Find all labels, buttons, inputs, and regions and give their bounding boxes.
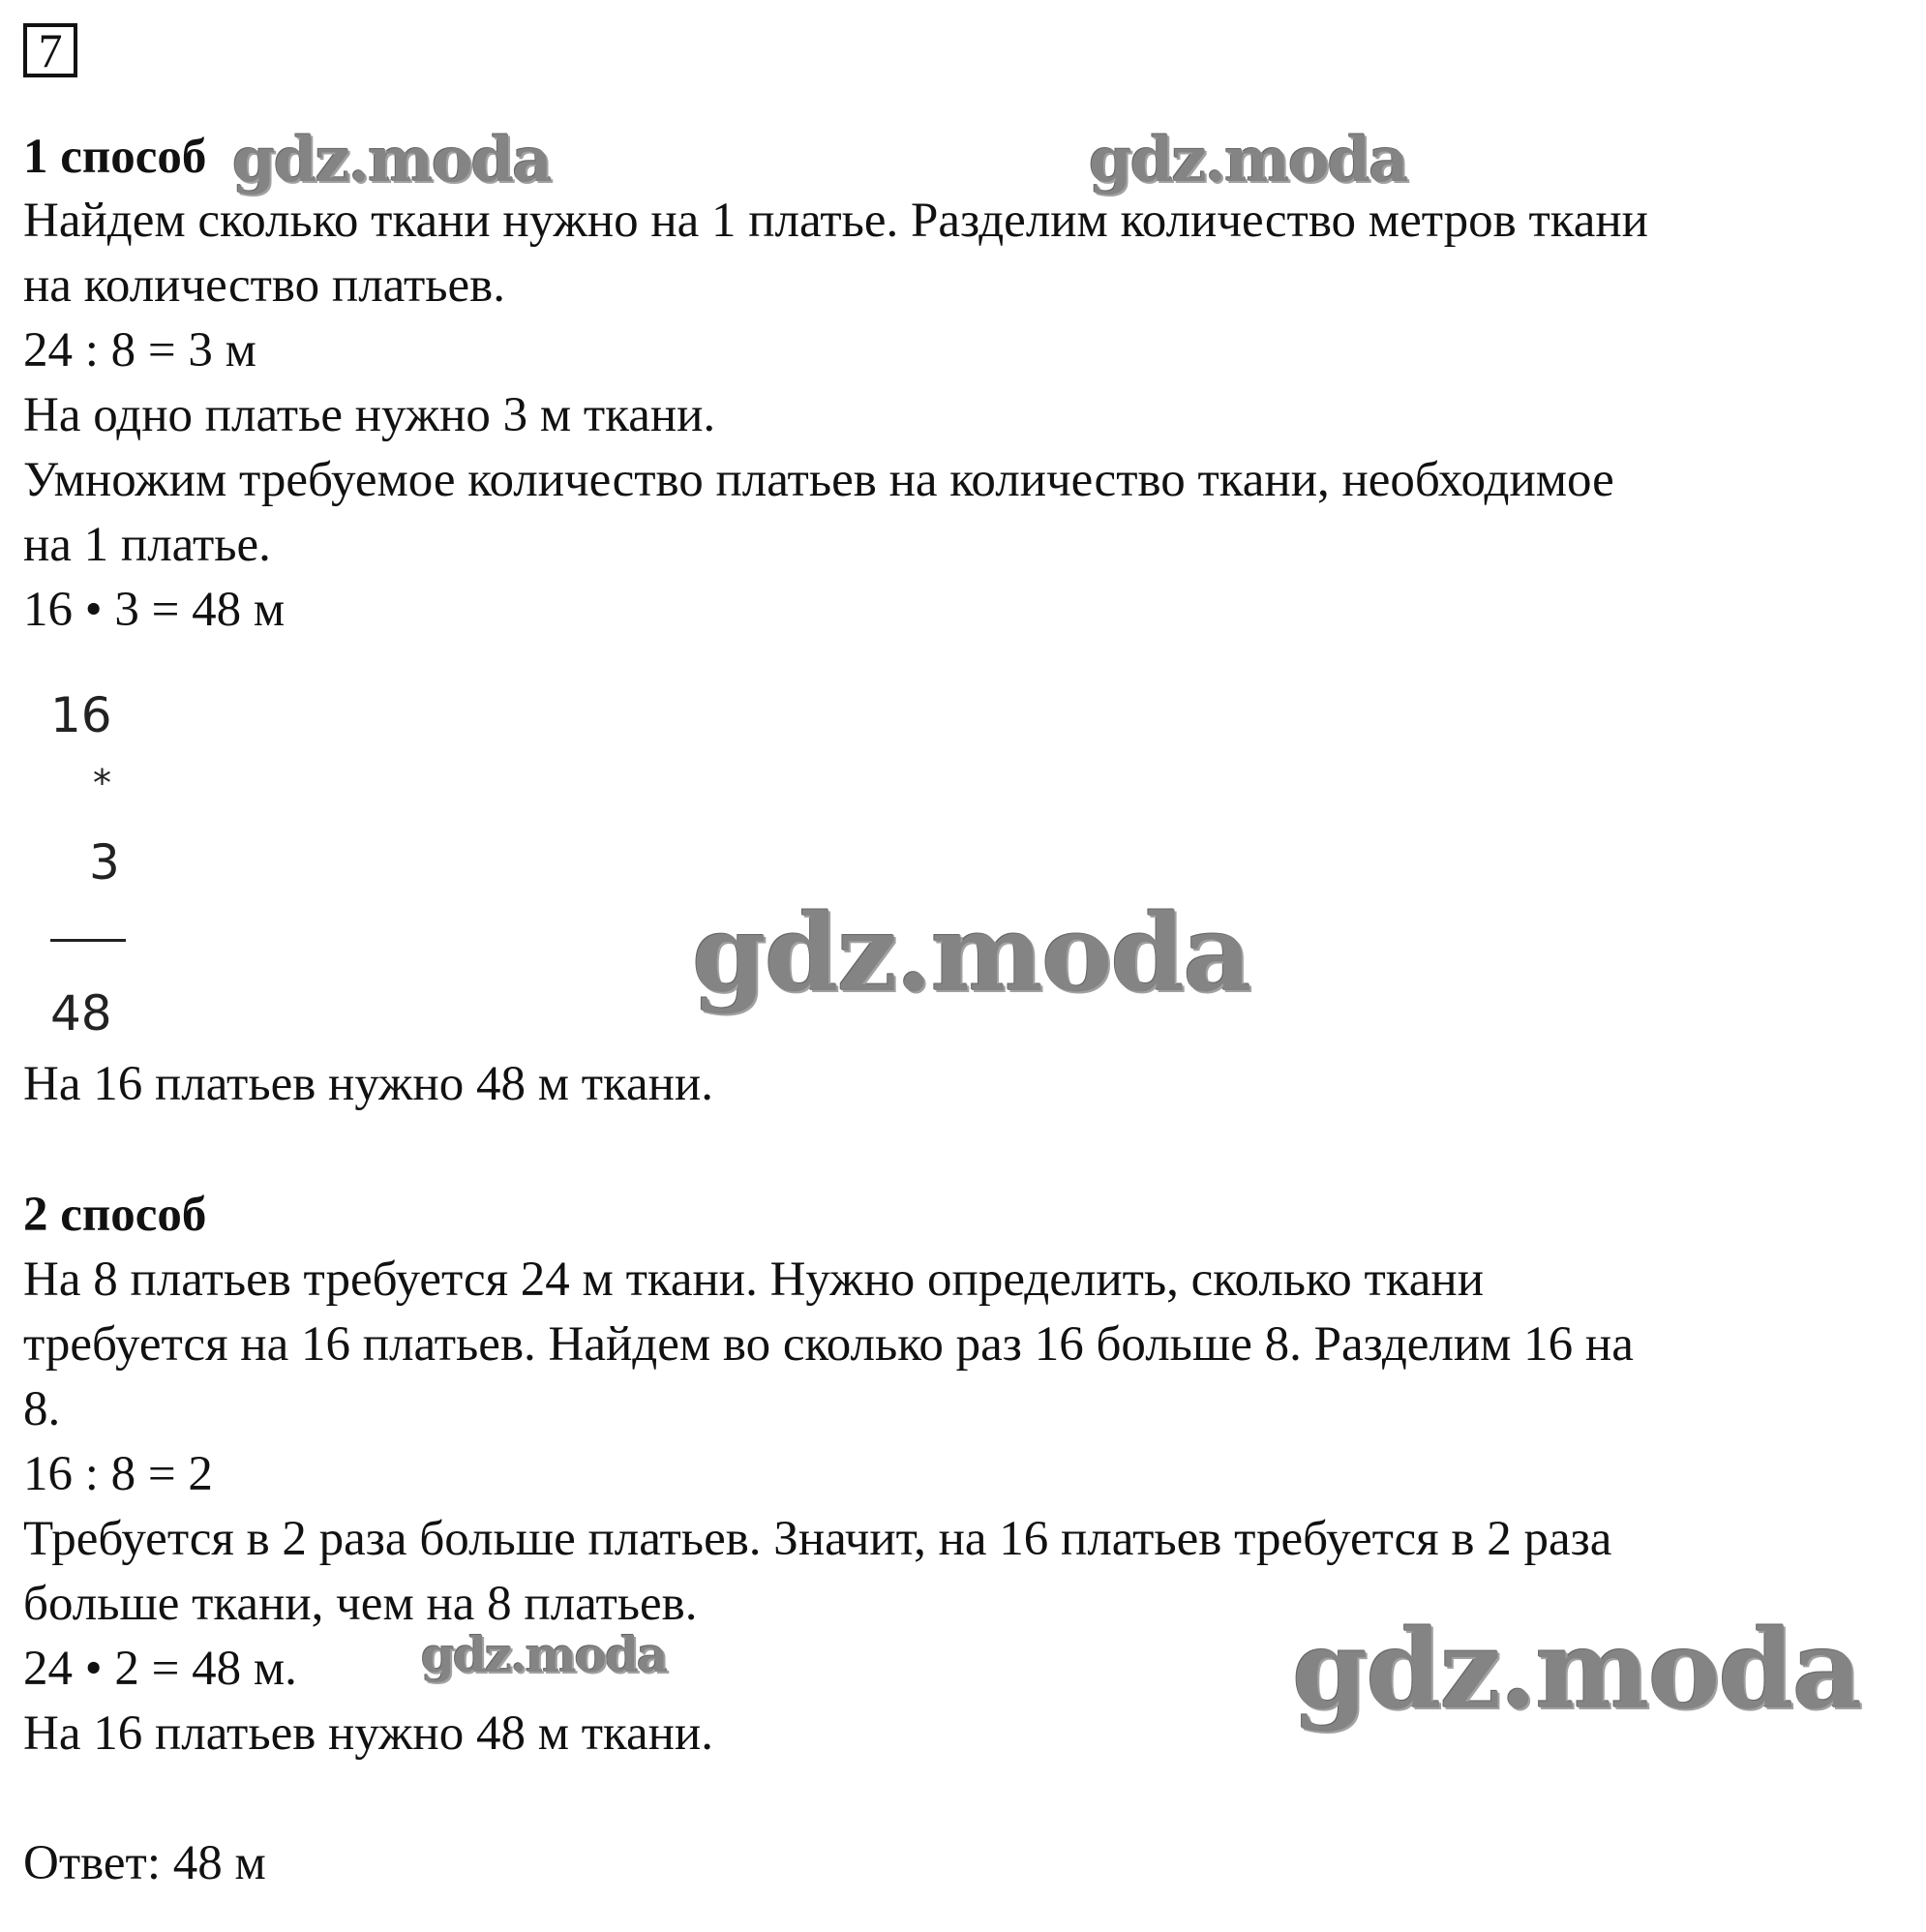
watermark: gdz.moda [1089, 124, 1407, 196]
column-calc-top: 16 [50, 687, 112, 743]
method1-line: На одно платье нужно 3 м ткани. [23, 388, 716, 442]
watermark: gdz.moda [692, 891, 1250, 1015]
method2-line: Требуется в 2 раза больше платьев. Значит, на 16 платьев требуется в 2 раза [23, 1512, 1612, 1566]
method2-line: требуется на 16 платьев. Найдем во сколько раз 16 больше 8. Разделим 16 на [23, 1317, 1634, 1372]
method1-line: Умножим требуемое количество платьев на количество ткани, необходимое [23, 453, 1614, 507]
column-calc-divider [50, 939, 126, 942]
method2-line: 16 : 8 = 2 [23, 1447, 213, 1501]
column-calc-result: 48 [50, 985, 112, 1041]
task-number: 7 [23, 23, 77, 77]
method2-heading: 2 способ [23, 1188, 207, 1242]
column-calc-bottom: 3 [89, 834, 120, 891]
method1-line: Найдем сколько ткани нужно на 1 платье. Разделим количество метров ткани [23, 194, 1648, 248]
watermark: gdz.moda [1292, 1607, 1861, 1734]
column-calc-operator: * [93, 762, 111, 804]
method2-line: На 16 платьев нужно 48 м ткани. [23, 1706, 713, 1761]
method2-line: 24 • 2 = 48 м. [23, 1642, 297, 1696]
method2-line: На 8 платьев требуется 24 м ткани. Нужно определить, сколько ткани [23, 1253, 1484, 1307]
method1-line: 24 : 8 = 3 м [23, 323, 256, 377]
method1-conclusion: На 16 платьев нужно 48 м ткани. [23, 1057, 713, 1111]
answer: Ответ: 48 м [23, 1836, 266, 1890]
method1-heading: 1 способ [23, 130, 207, 184]
watermark: gdz.moda [421, 1626, 667, 1683]
method1-line: на количество платьев. [23, 258, 505, 313]
method1-line: на 1 платье. [23, 518, 271, 572]
method2-line: больше ткани, чем на 8 платьев. [23, 1577, 698, 1631]
watermark: gdz.moda [232, 124, 551, 196]
method2-line: 8. [23, 1382, 61, 1436]
method1-line: 16 • 3 = 48 м [23, 583, 286, 637]
